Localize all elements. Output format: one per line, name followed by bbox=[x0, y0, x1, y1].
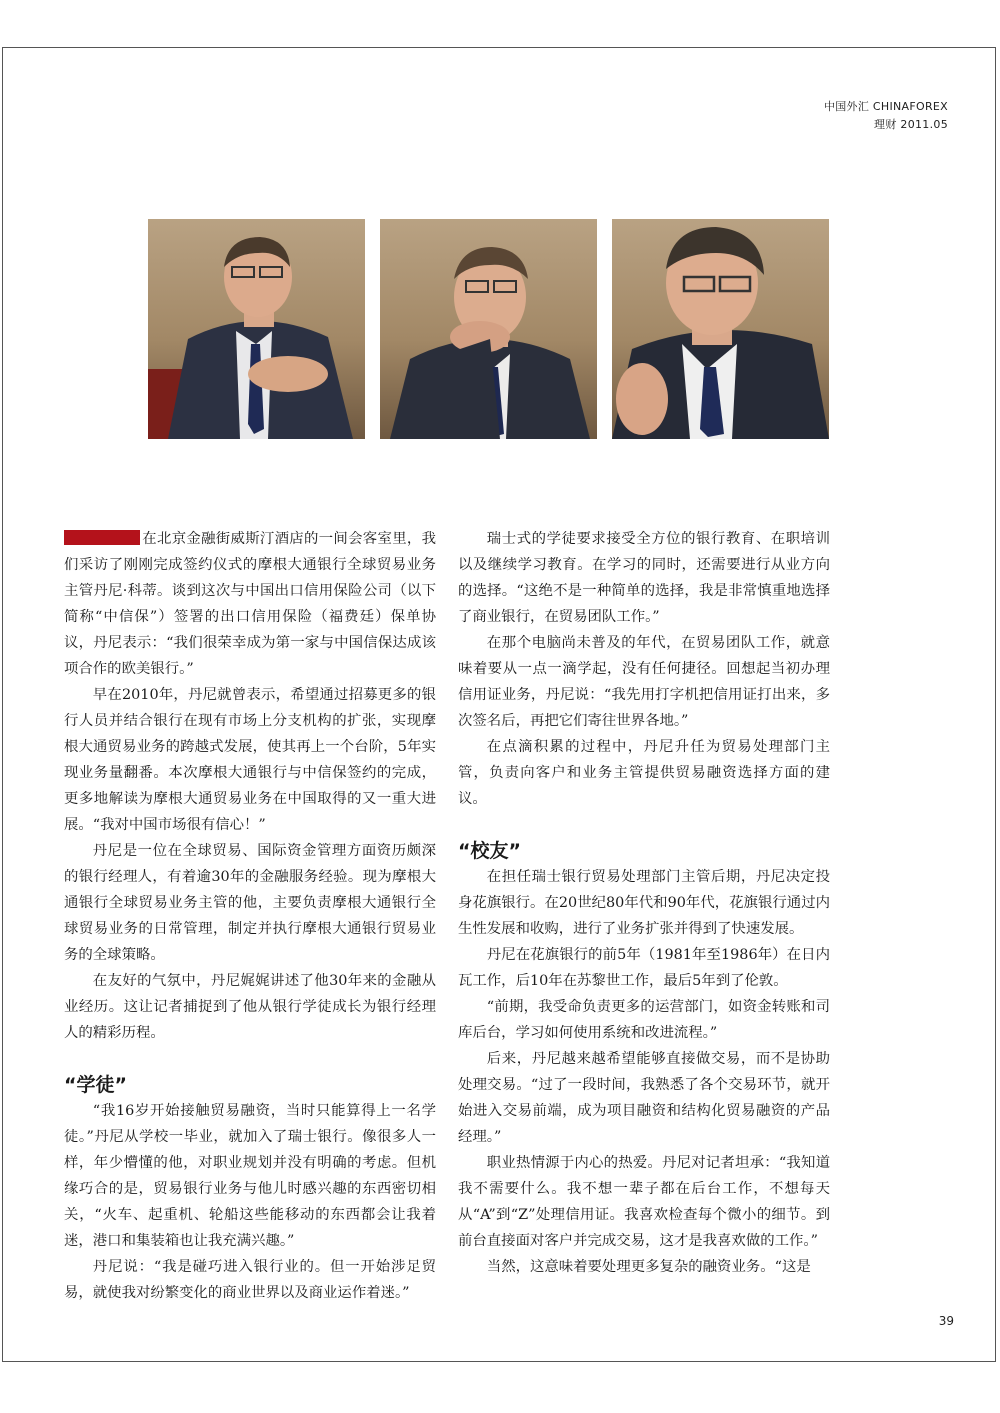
page-number: 39 bbox=[938, 1314, 954, 1328]
photo-dani-thinking bbox=[380, 219, 597, 439]
paragraph: 瑞士式的学徒要求接受全方位的银行教育、在职培训以及继续学习教育。在学习的同时，还需要进行从业方向的选择。“这绝不是一种简单的选择，我是非常慎重地选择了商业银行，在贸易团队工作。” bbox=[458, 531, 830, 625]
paragraph: 后来，丹尼越来越希望能够直接做交易，而不是协助处理交易。“过了一段时间，我熟悉了各个交易环节，就开始进入交易前端，成为项目融资和结构化贸易融资的产品经理。” bbox=[458, 1051, 830, 1145]
intro-paragraph: 在北京金融街威斯汀酒店的一间会客室里，我们采访了刚刚完成签约仪式的摩根大通银行全球贸易业务主管丹尼·科蒂。谈到这次与中国出口信用保险公司（以下简称“中信保”）签署的出口信用保险（福费廷）保单协议，丹尼表示：“我们很荣幸成为第一家与中国信保达成该项合作的欧美银行。” bbox=[64, 531, 436, 677]
paragraph: 丹尼说：“我是碰巧进入银行业的。但一开始涉足贸易，就使我对纷繁变化的商业世界以及商业运作着迷。” bbox=[64, 1259, 436, 1301]
paragraph: 职业热情源于内心的热爱。丹尼对记者坦承：“我知道我不需要什么。我不想一辈子都在后台工作，不想每天从“A”到“Z”处理信用证。我喜欢检查每个微小的细节。到前台直接面对客户并完成交易，这才是我喜欢做的工作。” bbox=[458, 1155, 830, 1249]
right-text-column bbox=[458, 526, 830, 1280]
left-text-column bbox=[64, 526, 436, 1306]
paragraph: 早在2010年，丹尼就曾表示，希望通过招募更多的银行人员并结合银行在现有市场上分支机构的扩张，实现摩根大通贸易业务的跨越式发展，使其再上一个台阶，5年实现业务量翻番。本次摩根大通银行与中信保签约的完成，更多地解读为摩根大通贸易业务在中国取得的又一重大进展。“我对中国市场很有信心！” bbox=[64, 687, 436, 833]
header-section-date: 理财 2011.05 bbox=[874, 118, 948, 131]
paragraph: 丹尼是一位在全球贸易、国际资金管理方面资历颇深的银行经理人，有着逾30年的金融服务经验。现为摩根大通银行全球贸易业务主管的他，主要负责摩根大通银行全球贸易业务的日常管理，制定并执行摩根大通银行贸易业务的全球策略。 bbox=[64, 843, 436, 963]
photo-dani-speaking bbox=[612, 219, 829, 439]
red-accent-bar bbox=[64, 530, 140, 545]
magazine-header bbox=[824, 98, 948, 134]
paragraph: 当然，这意味着要处理更多复杂的融资业务。“这是 bbox=[486, 1259, 811, 1275]
paragraph: 在担任瑞士银行贸易处理部门主管后期，丹尼决定投身花旗银行。在20世纪80年代和90年代，花旗银行通过内生性发展和收购，进行了业务扩张并得到了快速发展。 bbox=[458, 869, 830, 937]
photo-dani-listening bbox=[148, 219, 365, 439]
paragraph: 在那个电脑尚未普及的年代，在贸易团队工作，就意味着要从一点一滴学起，没有任何捷径。回想起当初办理信用证业务，丹尼说：“我先用打字机把信用证打出来，多次签名后，再把它们寄往世界各地。” bbox=[458, 635, 830, 729]
section-heading-apprentice: “学徒” bbox=[64, 1074, 127, 1096]
paragraph: “前期，我受命负责更多的运营部门，如资金转账和司库后台，学习如何使用系统和改进流程。” bbox=[458, 999, 830, 1041]
paragraph: “我16岁开始接触贸易融资，当时只能算得上一名学徒。”丹尼从学校一毕业，就加入了瑞士银行。像很多人一样，年少懵懂的他，对职业规划并没有明确的考虑。但机缘巧合的是，贸易银行业务与他儿时感兴趣的东西密切相关，“火车、起重机、轮船这些能移动的东西都会让我着迷，港口和集装箱也让我充满兴趣。” bbox=[64, 1103, 436, 1249]
section-heading-alumni: “校友” bbox=[458, 840, 521, 862]
paragraph: 在友好的气氛中，丹尼娓娓讲述了他30年来的金融从业经历。这让记者捕捉到了他从银行学徒成长为银行经理人的精彩历程。 bbox=[64, 973, 436, 1041]
header-magazine-name: 中国外汇 CHINAFOREX bbox=[823, 100, 948, 113]
paragraph: 丹尼在花旗银行的前5年（1981年至1986年）在日内瓦工作，后10年在苏黎世工作，最后5年到了伦敦。 bbox=[458, 947, 830, 989]
paragraph: 在点滴积累的过程中，丹尼升任为贸易处理部门主管，负责向客户和业务主管提供贸易融资选择方面的建议。 bbox=[458, 739, 830, 807]
